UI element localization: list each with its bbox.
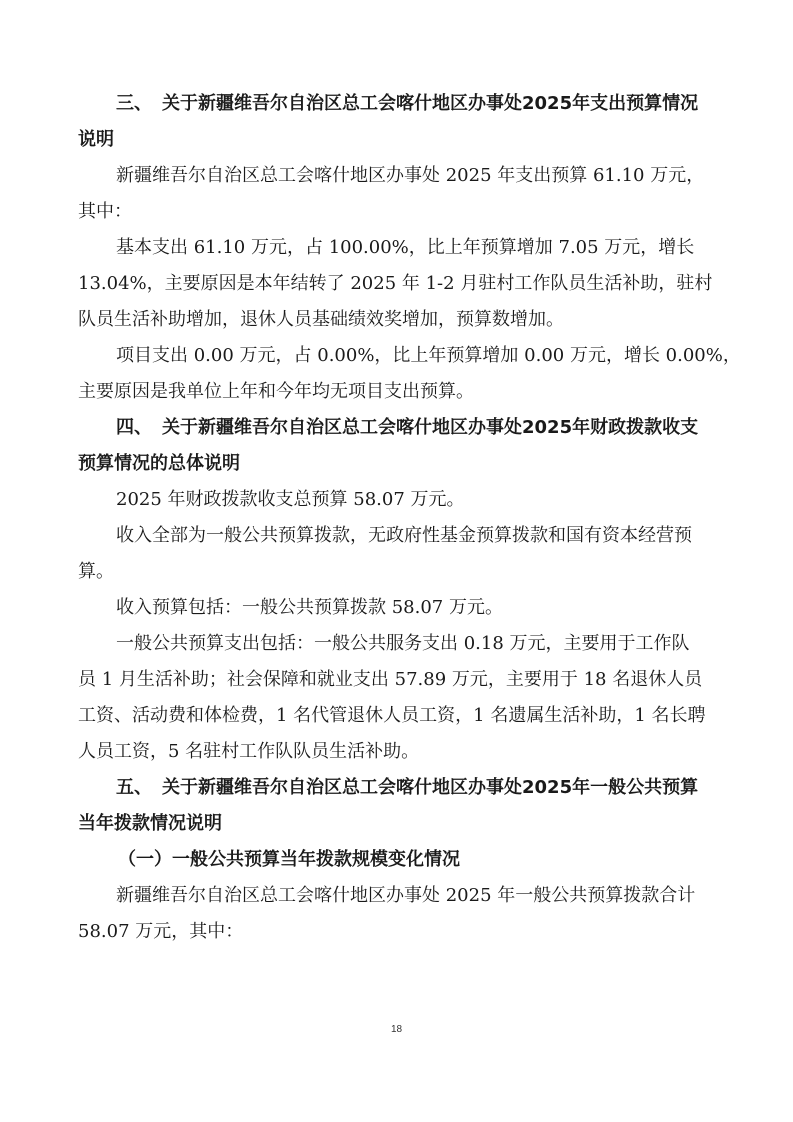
paragraph-line: 主要原因是我单位上年和今年均无项目支出预算。 <box>78 381 474 402</box>
paragraph-line: 58.07 万元，其中： <box>78 921 244 942</box>
paragraph-line: 新疆维吾尔自治区总工会喀什地区办事处 2025 年支出预算 61.10 万元， <box>116 165 705 186</box>
paragraph-line: 收入预算包括：一般公共预算拨款 58.07 万元。 <box>116 597 503 618</box>
paragraph-line: 收入全部为一般公共预算拨款，无政府性基金预算拨款和国有资本经营预 <box>116 525 692 546</box>
section-5 <box>78 770 718 950</box>
section-5-subheading: （一）一般公共预算当年拨款规模变化情况 <box>118 849 460 870</box>
paragraph-line: 一般公共预算支出包括：一般公共服务支出 0.18 万元，主要用于工作队 <box>116 633 690 654</box>
paragraph-line: 新疆维吾尔自治区总工会喀什地区办事处 2025 年一般公共预算拨款合计 <box>116 885 696 906</box>
page-content <box>78 86 741 950</box>
section-4-title-line1: 关于新疆维吾尔自治区总工会喀什地区办事处2025年财政拨款收支 <box>162 417 699 438</box>
section-5-title-line1: 关于新疆维吾尔自治区总工会喀什地区办事处2025年一般公共预算 <box>162 777 699 798</box>
section-3 <box>78 86 741 410</box>
section-3-number: 三、 <box>116 93 152 114</box>
section-3-title-line2: 说明 <box>78 129 114 150</box>
paragraph-line: 人员工资，5 名驻村工作队队员生活补助。 <box>78 741 420 762</box>
paragraph-line: 员 1 月生活补助；社会保障和就业支出 57.89 万元，主要用于 18 名退休人员 <box>78 669 703 690</box>
section-4-heading <box>78 410 718 446</box>
paragraph-line: 基本支出 61.10 万元，占 100.00%，比上年预算增加 7.05 万元，增长 <box>116 237 695 258</box>
section-3-heading <box>78 86 718 122</box>
paragraph-line: 算。 <box>78 561 114 582</box>
paragraph-line: 工资、活动费和体检费，1 名代管退休人员工资，1 名遗属生活补助，1 名长聘 <box>78 705 706 726</box>
section-5-number: 五、 <box>116 777 152 798</box>
section-3-title-line1: 关于新疆维吾尔自治区总工会喀什地区办事处2025年支出预算情况 <box>162 93 699 114</box>
section-4-number: 四、 <box>116 417 152 438</box>
paragraph-line: 队员生活补助增加，退休人员基础绩效奖增加，预算数增加。 <box>78 309 564 330</box>
paragraph-line: 其中： <box>78 201 132 222</box>
section-5-heading <box>78 770 718 806</box>
paragraph-line: 2025 年财政拨款收支总预算 58.07 万元。 <box>116 489 465 510</box>
section-4-title-line2: 预算情况的总体说明 <box>78 453 240 474</box>
section-5-title-line2: 当年拨款情况说明 <box>78 813 222 834</box>
paragraph-line: 项目支出 0.00 万元，占 0.00%，比上年预算增加 0.00 万元，增长 0.00%， <box>116 345 741 366</box>
page-number: 18 <box>390 1024 403 1035</box>
paragraph-line: 13.04%，主要原因是本年结转了 2025 年 1-2 月驻村工作队员生活补助，驻村 <box>78 273 713 294</box>
section-4 <box>78 410 718 770</box>
